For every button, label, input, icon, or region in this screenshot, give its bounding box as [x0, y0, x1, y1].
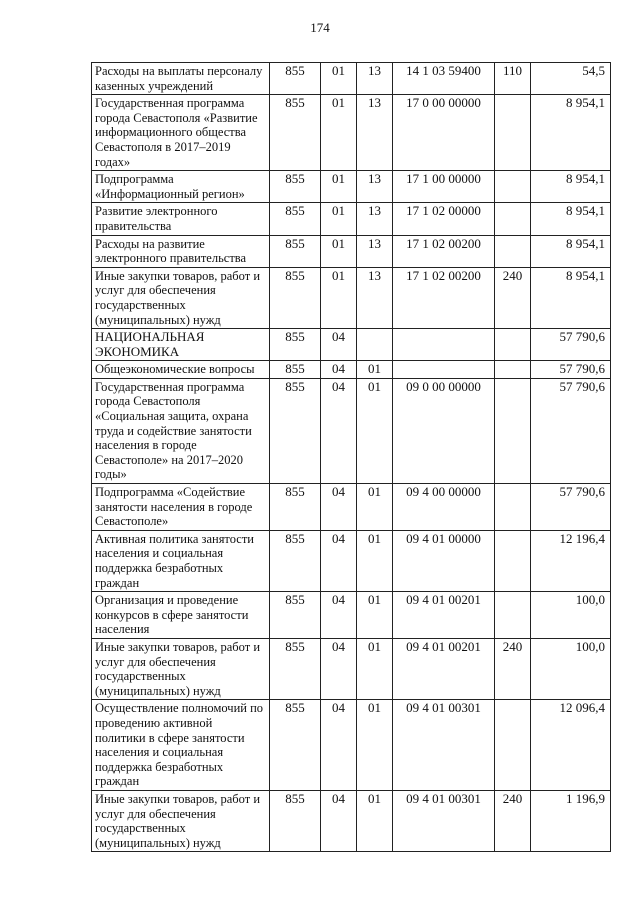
target-article-cell: 09 4 01 00301 [393, 790, 495, 851]
amount-cell: 57 790,6 [531, 329, 611, 361]
table-row [92, 361, 611, 379]
page-number: 174 [310, 20, 330, 35]
amount-cell: 8 954,1 [531, 171, 611, 203]
section-code-cell: 01 [321, 267, 357, 328]
target-article-cell [393, 361, 495, 379]
expense-type-cell: 110 [495, 63, 531, 95]
subsection-code-cell: 01 [357, 361, 393, 379]
section-code-cell: 04 [321, 361, 357, 379]
section-code-cell: 04 [321, 700, 357, 791]
section-code-cell: 04 [321, 790, 357, 851]
ministry-code-cell: 855 [270, 95, 321, 171]
target-article-cell: 09 4 01 00000 [393, 530, 495, 591]
subsection-code-cell: 01 [357, 484, 393, 531]
expense-type-cell [495, 235, 531, 267]
expense-type-cell [495, 700, 531, 791]
target-article-cell: 09 4 01 00201 [393, 592, 495, 639]
ministry-code-cell: 855 [270, 329, 321, 361]
amount-cell: 100,0 [531, 638, 611, 699]
ministry-code-cell: 855 [270, 63, 321, 95]
expense-type-cell [495, 361, 531, 379]
table-row [92, 700, 611, 791]
item-name-cell: Иные закупки товаров, работ и услуг для обеспечения государственных (муниципальных) нужд [92, 638, 270, 699]
item-name-cell: Развитие электронного правительства [92, 203, 270, 235]
item-name-cell: Осуществление полномочий по проведению активной политики в сфере занятости населения и социальная поддержка безработных граждан [92, 700, 270, 791]
target-article-cell: 17 1 02 00200 [393, 235, 495, 267]
table-row [92, 790, 611, 851]
subsection-code-cell: 01 [357, 700, 393, 791]
table-row [92, 95, 611, 171]
table-row [92, 267, 611, 328]
expense-type-cell [495, 171, 531, 203]
target-article-cell: 17 0 00 00000 [393, 95, 495, 171]
target-article-cell: 17 1 00 00000 [393, 171, 495, 203]
subsection-code-cell: 01 [357, 790, 393, 851]
target-article-cell: 17 1 02 00000 [393, 203, 495, 235]
table-row [92, 329, 611, 361]
amount-cell: 57 790,6 [531, 378, 611, 483]
target-article-cell: 09 4 01 00301 [393, 700, 495, 791]
target-article-cell: 09 4 00 00000 [393, 484, 495, 531]
subsection-code-cell: 13 [357, 267, 393, 328]
item-name-cell: Расходы на развитие электронного правительства [92, 235, 270, 267]
target-article-cell [393, 329, 495, 361]
target-article-cell: 09 4 01 00201 [393, 638, 495, 699]
item-name-cell: НАЦИОНАЛЬНАЯ ЭКОНОМИКА [92, 329, 270, 361]
expense-type-cell [495, 530, 531, 591]
item-name-cell: Государственная программа города Севастополя «Развитие информационного общества Севастополя в 2017–2019 годах» [92, 95, 270, 171]
section-code-cell: 01 [321, 171, 357, 203]
table-row [92, 592, 611, 639]
table-row [92, 638, 611, 699]
ministry-code-cell: 855 [270, 378, 321, 483]
ministry-code-cell: 855 [270, 700, 321, 791]
amount-cell: 57 790,6 [531, 484, 611, 531]
ministry-code-cell: 855 [270, 267, 321, 328]
amount-cell: 12 196,4 [531, 530, 611, 591]
item-name-cell: Государственная программа города Севастополя «Социальная защита, охрана труда и содействие занятости населения в городе Севастополе» на 2017–2020 годы» [92, 378, 270, 483]
ministry-code-cell: 855 [270, 171, 321, 203]
subsection-code-cell: 01 [357, 638, 393, 699]
table-row [92, 484, 611, 531]
amount-cell: 100,0 [531, 592, 611, 639]
item-name-cell: Подпрограмма «Содействие занятости населения в городе Севастополе» [92, 484, 270, 531]
ministry-code-cell: 855 [270, 484, 321, 531]
ministry-code-cell: 855 [270, 235, 321, 267]
item-name-cell: Организация и проведение конкурсов в сфере занятости населения [92, 592, 270, 639]
subsection-code-cell: 01 [357, 378, 393, 483]
amount-cell: 8 954,1 [531, 203, 611, 235]
section-code-cell: 01 [321, 95, 357, 171]
item-name-cell: Активная политика занятости населения и социальная поддержка безработных граждан [92, 530, 270, 591]
expense-type-cell [495, 95, 531, 171]
subsection-code-cell [357, 329, 393, 361]
item-name-cell: Иные закупки товаров, работ и услуг для обеспечения государственных (муниципальных) нужд [92, 790, 270, 851]
amount-cell: 1 196,9 [531, 790, 611, 851]
section-code-cell: 01 [321, 235, 357, 267]
expense-type-cell [495, 203, 531, 235]
subsection-code-cell: 13 [357, 171, 393, 203]
budget-table-body [92, 63, 611, 852]
subsection-code-cell: 13 [357, 203, 393, 235]
ministry-code-cell: 855 [270, 592, 321, 639]
ministry-code-cell: 855 [270, 530, 321, 591]
expense-type-cell: 240 [495, 790, 531, 851]
item-name-cell: Иные закупки товаров, работ и услуг для обеспечения государственных (муниципальных) нужд [92, 267, 270, 328]
table-row [92, 378, 611, 483]
expense-type-cell [495, 378, 531, 483]
section-code-cell: 04 [321, 378, 357, 483]
expense-type-cell [495, 484, 531, 531]
table-row [92, 235, 611, 267]
ministry-code-cell: 855 [270, 203, 321, 235]
table-row [92, 171, 611, 203]
amount-cell: 12 096,4 [531, 700, 611, 791]
amount-cell: 8 954,1 [531, 235, 611, 267]
amount-cell: 57 790,6 [531, 361, 611, 379]
amount-cell: 8 954,1 [531, 95, 611, 171]
section-code-cell: 04 [321, 484, 357, 531]
expense-type-cell: 240 [495, 267, 531, 328]
amount-cell: 8 954,1 [531, 267, 611, 328]
budget-table [91, 62, 611, 852]
subsection-code-cell: 13 [357, 95, 393, 171]
table-row [92, 63, 611, 95]
section-code-cell: 04 [321, 530, 357, 591]
item-name-cell: Расходы на выплаты персоналу казенных учреждений [92, 63, 270, 95]
subsection-code-cell: 13 [357, 63, 393, 95]
subsection-code-cell: 13 [357, 235, 393, 267]
ministry-code-cell: 855 [270, 790, 321, 851]
target-article-cell: 14 1 03 59400 [393, 63, 495, 95]
table-row [92, 203, 611, 235]
ministry-code-cell: 855 [270, 638, 321, 699]
section-code-cell: 01 [321, 203, 357, 235]
amount-cell: 54,5 [531, 63, 611, 95]
target-article-cell: 09 0 00 00000 [393, 378, 495, 483]
subsection-code-cell: 01 [357, 530, 393, 591]
section-code-cell: 01 [321, 63, 357, 95]
ministry-code-cell: 855 [270, 361, 321, 379]
expense-type-cell [495, 592, 531, 639]
subsection-code-cell: 01 [357, 592, 393, 639]
section-code-cell: 04 [321, 329, 357, 361]
item-name-cell: Подпрограмма «Информационный регион» [92, 171, 270, 203]
target-article-cell: 17 1 02 00200 [393, 267, 495, 328]
section-code-cell: 04 [321, 592, 357, 639]
table-row [92, 530, 611, 591]
section-code-cell: 04 [321, 638, 357, 699]
item-name-cell: Общеэкономические вопросы [92, 361, 270, 379]
expense-type-cell [495, 329, 531, 361]
expense-type-cell: 240 [495, 638, 531, 699]
